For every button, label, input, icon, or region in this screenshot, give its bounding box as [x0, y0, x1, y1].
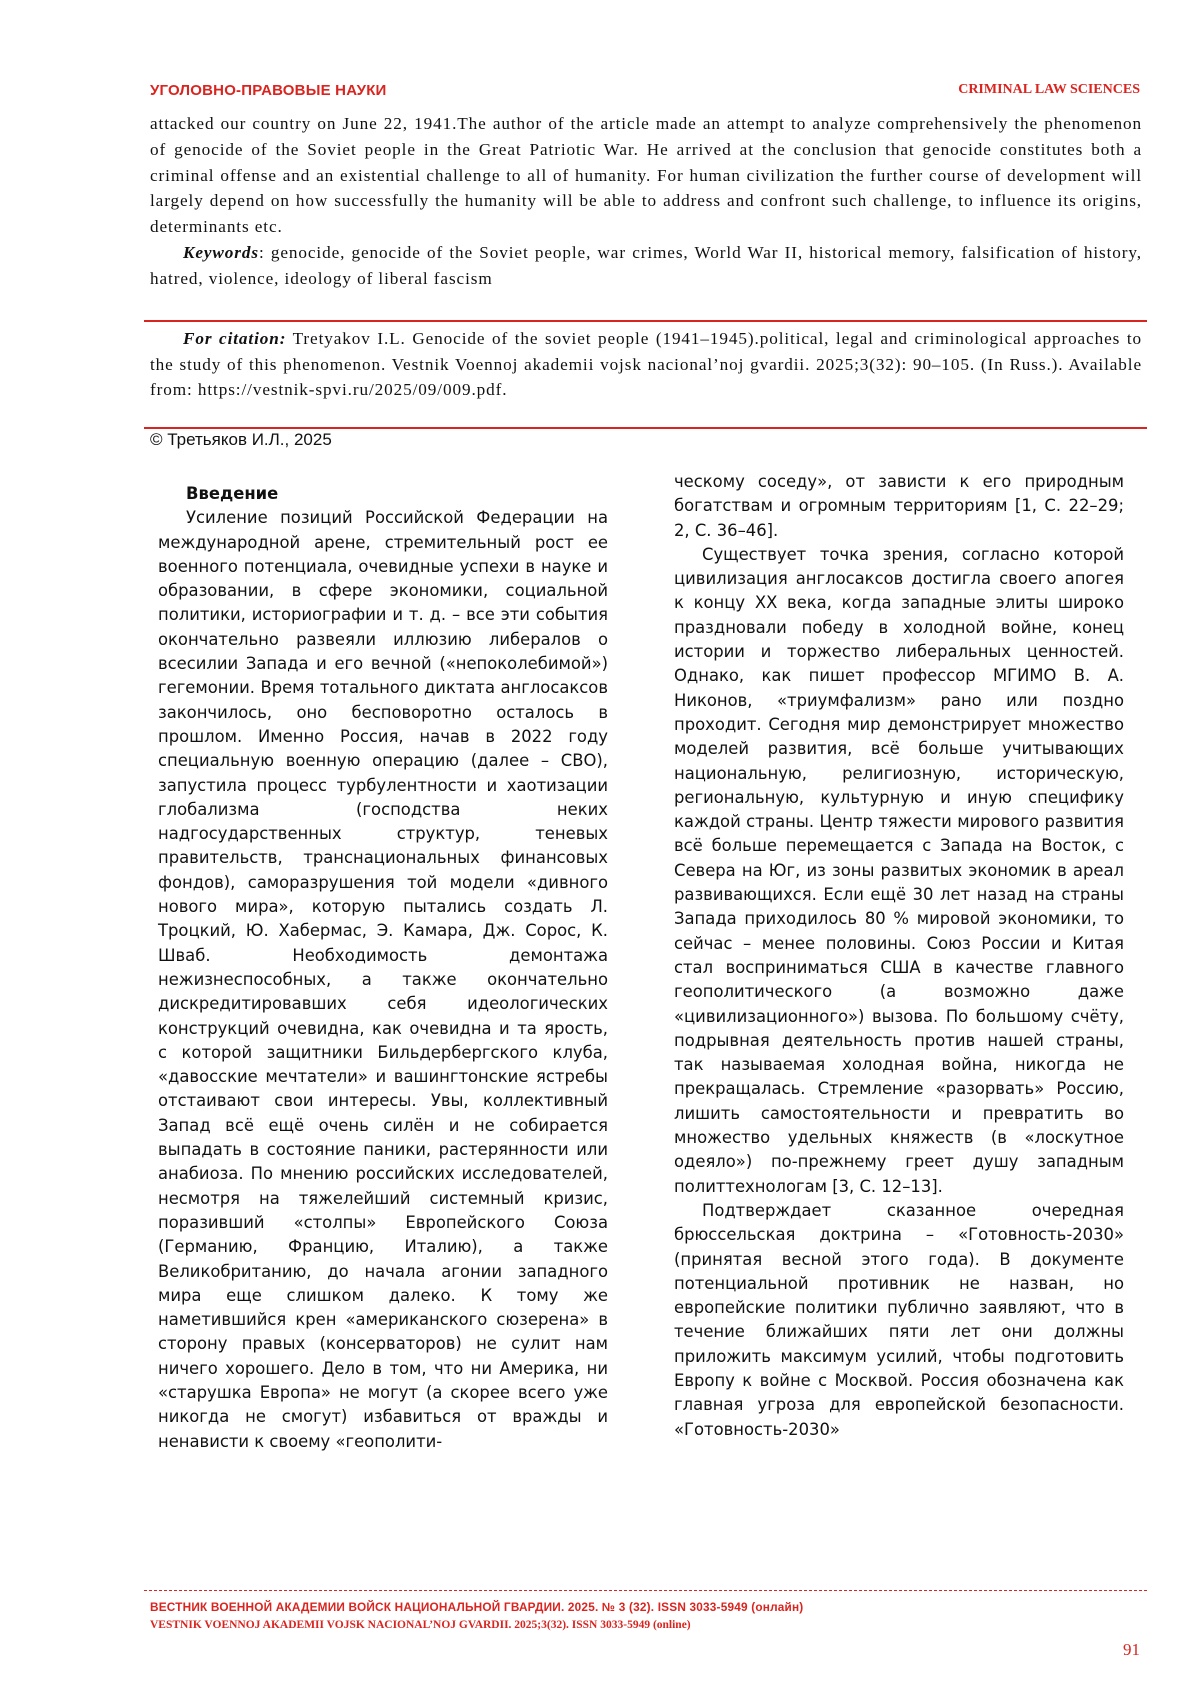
journal-footer-en: VESTNIK VOENNOJ AKADEMII VOJSK NACIONAL’NOJ GVARDII. 2025;3(32). ISSN 3033-5949 (online) — [150, 1619, 691, 1631]
divider-bottom — [144, 427, 1147, 429]
citation-text: Tretyakov I.L. Genocide of the soviet people (1941–1945).political, legal and criminological approaches to the study of this phenomenon. Vestnik Voennoj akademii vojsk nacional’noj gvardii. 2025;3(32): 90–105. (In Russ.). Available from: https://vestnik-spvi.ru/2025/09/009.pdf. — [150, 329, 1142, 400]
page-number: 91 — [1123, 1640, 1140, 1659]
paragraph: Существует точка зрения, согласно которой цивилизация англосаксов достигла своего апогея к концу XX века, когда западные элиты широко праздновали победу в холодной войне, конец истории и торжество либеральных ценностей. Однако, как пишет профессор МГИМО В. А. Никонов, «триумфализм» рано или поздно проходит. Сегодня мир демонстрирует множество моделей развития, всё больше учитывающих национальную, религиозную, историческую, региональную, культурную и иную специфику каждой страны. Центр тяжести мирового развития всё больше перемещается с Запада на Восток, с Севера на Юг, из зоны развитых экономик в ареал развивающихся. Если ещё 30 лет назад на страны Запада приходилось 80 % мировой экономики, то сейчас – менее половины. Союз России и Китая стал восприниматься США в качестве главного геополитического (а возможно даже «цивилизационного») вызова. По большому счёту, подрывная деятельность против нашей страны, так называемая холодная война, никогда не прекращалась. Стремление «разорвать» Россию, лишить самостоятельности и превратить во множество удельных княжеств (в «лоскутное одеяло») по-прежнему греет душу западным политтехнологам [3, С. 12–13]. — [674, 544, 1124, 1196]
keywords-label: Keywords — [183, 242, 259, 262]
right-column — [674, 470, 1124, 1442]
divider-top — [144, 320, 1147, 322]
paragraph-continuation: ческому соседу», от зависти к его природным богатствам и огромным территориям [1, С. 22–29; 2, С. 36–46]. — [674, 472, 1124, 540]
keywords — [150, 240, 1142, 292]
left-column — [158, 482, 608, 1454]
section-title-en: CRIMINAL LAW SCIENCES — [958, 82, 1140, 97]
citation-label: For citation: — [183, 329, 287, 348]
copyright: © Третьяков И.Л., 2025 — [150, 430, 332, 449]
abstract — [150, 111, 1142, 292]
paragraph: Усиление позиций Российской Федерации на международной арене, стремительный рост ее военного потенциала, очевидные успехи в науке и образовании, в сфере экономики, социальной политики, историографии и т. д. – все эти события окончательно развеяли иллюзию либералов о всесилии Запада и его вечной («непоколебимой») гегемонии. Время тотального диктата англосаксов закончилось, оно бесповоротно осталось в прошлом. Именно Россия, начав в 2022 году специальную военную операцию (далее – СВО), запустила процесс турбулентности и хаотизации глобализма (господства неких надгосударственных структур, теневых правительств, транснациональных финансовых фондов), саморазрушения той модели «дивного нового мира», которую пытались создать Л. Троцкий, Ю. Хабермас, Э. Камара, Дж. Сорос, К. Шваб. Необходимость демонтажа нежизнеспособных, а также окончательно дискредитировавших себя идеологических конструкций очевидна, как очевидна и та ярость, с которой защитники Бильдербергского клуба, «давосские мечтатели» и вашингтонские ястребы отстаивают свои интересы. Увы, коллективный Запад всё ещё очень силён и не собирается выпадать в состояние паники, растерянности или анабиоза. По мнению российских исследователей, несмотря на тяжелейший системный кризис, поразивший «столпы» Европейского Союза (Германию, Францию, Италию), а также Великобританию, до начала агонии западного мира еще слишком далеко. К тому же наметившийся крен «американского сюзерена» в сторону правых (консерваторов) не сулит нам ничего хорошего. Дело в том, что ни Америка, ни «старушка Европа» не могут (а скорее всего уже никогда не смогут) избавиться от вражды и ненависти к своему «геополити- — [158, 508, 608, 1451]
paragraph: Подтверждает сказанное очередная брюссельская доктрина – «Готовность-2030» (принятая весной этого года). В документе потенциальной противник не назван, но европейские политики публично заявляют, что в течение ближайших пяти лет они должны приложить максимум усилий, чтобы подготовить Европу к войне с Москвой. Россия обозначена как главная угроза для европейской безопасности. «Готовность-2030» — [674, 1200, 1124, 1439]
section-title-ru: УГОЛОВНО-ПРАВОВЫЕ НАУКИ — [150, 82, 387, 99]
footer-divider — [144, 1590, 1147, 1591]
section-heading: Введение — [186, 484, 279, 503]
abstract-text: attacked our country on June 22, 1941.The author of the article made an attempt to analyze comprehensively the phenomenon of genocide of the Soviet people in the Great Patriotic War. He arrived at the conclusion that genocide constitutes both a criminal offense and an existential challenge to all of humanity. For human civilization the further course of development will largely depend on how successfully the humanity will be able to address and confront such challenge, to influence its origins, determinants etc. — [150, 114, 1142, 237]
citation — [150, 326, 1142, 403]
running-head — [150, 82, 1140, 104]
keywords-text: : genocide, genocide of the Soviet people, war crimes, World War II, historical memory, falsification of history, hatred, violence, ideology of liberal fascism — [150, 242, 1142, 288]
journal-footer-ru: ВЕСТНИК ВОЕННОЙ АКАДЕМИИ ВОЙСК НАЦИОНАЛЬНОЙ ГВАРДИИ. 2025. № 3 (32). ISSN 3033-5949 (онлайн) — [150, 1600, 804, 1614]
